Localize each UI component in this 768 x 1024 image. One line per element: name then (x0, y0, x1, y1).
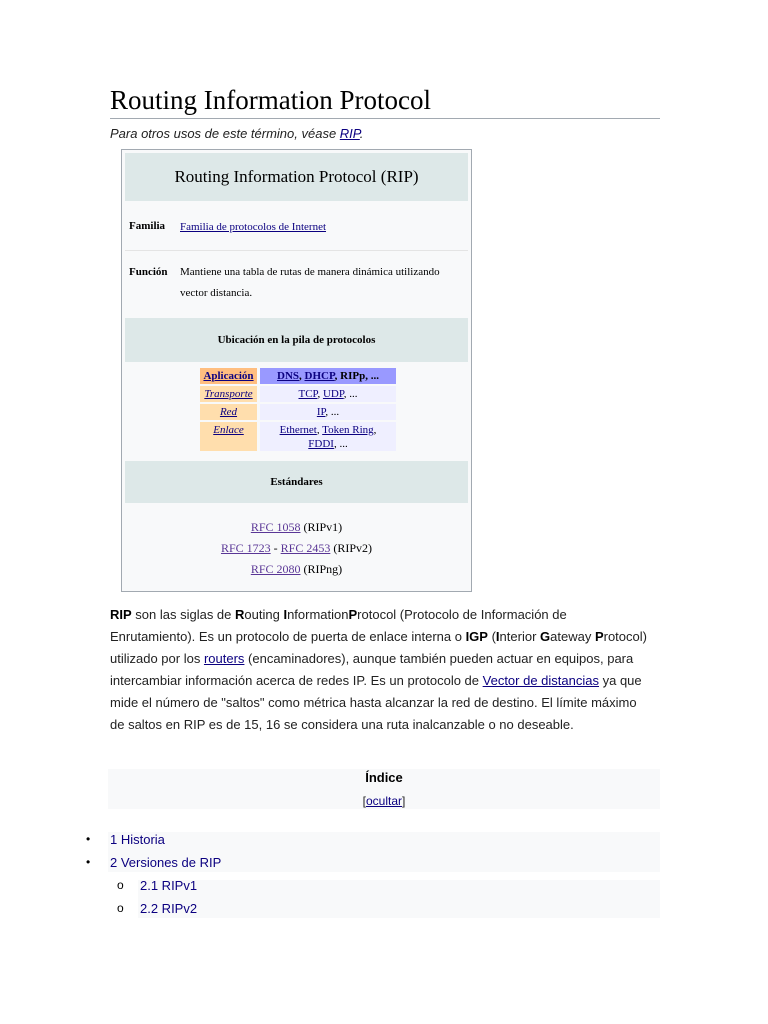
rfc1723-link[interactable]: RFC 1723 (220, 541, 271, 555)
proto-fddi-link[interactable]: FDDI (308, 438, 334, 450)
proto-ethernet-link[interactable]: Ethernet (279, 424, 317, 436)
proto-tokenring-link[interactable]: Token Ring (322, 424, 374, 436)
intro-paragraph: RIP son las siglas de Routing InformationProtocol (Protocolo de Información de Enrutamiento). Es un protocolo de puerta de enlace interna o IGP (Interior Gateway Protocol) utilizado por los routers (encaminadores), aunque también pueden actuar en equipos, para intercambiar información acerca de redes IP. Es un protocolo de Vector de distancias ya que mide el número de "saltos" como métrica hasta alcanzar la red de destino. El límite máximo de saltos en RIP es de 15, 16 se considera una ruta inalcanzable o no deseable. (110, 607, 647, 732)
proto-dns-link[interactable]: DNS (277, 370, 300, 382)
toc-bullet: o (117, 878, 124, 892)
funcion-label: Función (129, 266, 168, 278)
toc-hide-link[interactable]: ocultar (365, 794, 403, 808)
toc-item-historia[interactable]: 1 Historia (110, 832, 165, 847)
infobox (121, 149, 472, 592)
proto-udp-link[interactable]: UDP (322, 388, 344, 400)
stack-row-enlace: Enlace Ethernet, Token Ring, FDDI, ... (200, 422, 397, 451)
rfc2080-link[interactable]: RFC 2080 (250, 562, 301, 576)
toc-toggle: [ocultar] (362, 794, 406, 808)
rfc1058-link[interactable]: RFC 1058 (250, 520, 301, 534)
toc-bullet: • (86, 855, 91, 869)
stack-header: Ubicación en la pila de protocolos (125, 318, 468, 362)
layer-aplicacion-link[interactable]: Aplicación (203, 370, 254, 382)
stack-row-red: Red IP, ... (200, 404, 397, 420)
toc-title: Índice (365, 770, 403, 785)
proto-dhcp-link[interactable]: DHCP (304, 370, 335, 382)
stack-row-aplicacion: Aplicación DNS, DHCP, RIPp, ... (200, 368, 397, 384)
standards-header: Estándares (125, 461, 468, 503)
toc-item-versiones[interactable]: 2 Versiones de RIP (110, 855, 222, 870)
protocol-stack (200, 368, 397, 453)
layer-red-link[interactable]: Red (219, 406, 238, 418)
layer-transporte-link[interactable]: Transporte (204, 388, 253, 400)
hatnote: Para otros usos de este término, véase RIP. (110, 126, 364, 141)
familia-link[interactable]: Familia de protocolos de Internet (180, 221, 327, 233)
rfc2453-link[interactable]: RFC 2453 (280, 541, 331, 555)
toc-stripe (138, 880, 660, 918)
standards-list: RFC 1058 (RIPv1) RFC 1723 - RFC 2453 (RIPv2) RFC 2080 (RIPng) (220, 520, 373, 576)
toc-box (108, 769, 660, 809)
vector-distancias-link[interactable]: Vector de distancias (482, 673, 599, 688)
toc-bullet: o (117, 901, 124, 915)
funcion-value: Mantiene una tabla de rutas de manera dinámica utilizando vector distancia. (180, 266, 440, 299)
proto-tcp-link[interactable]: TCP (298, 388, 318, 400)
proto-ip-link[interactable]: IP (316, 406, 326, 418)
layer-enlace-link[interactable]: Enlace (213, 424, 244, 436)
infobox-title: Routing Information Protocol (RIP) (125, 153, 468, 201)
familia-label: Familia (129, 220, 166, 232)
toc-item-ripv2[interactable]: 2.2 RIPv2 (140, 901, 198, 916)
routers-link[interactable]: routers (203, 651, 245, 666)
toc-bullet: • (86, 832, 91, 846)
page-title: Routing Information Protocol (110, 84, 660, 119)
toc-item-ripv1[interactable]: 2.1 RIPv1 (140, 878, 198, 893)
hatnote-rip-link[interactable]: RIP (339, 126, 360, 141)
stack-row-transporte: Transporte TCP, UDP, ... (200, 386, 397, 402)
